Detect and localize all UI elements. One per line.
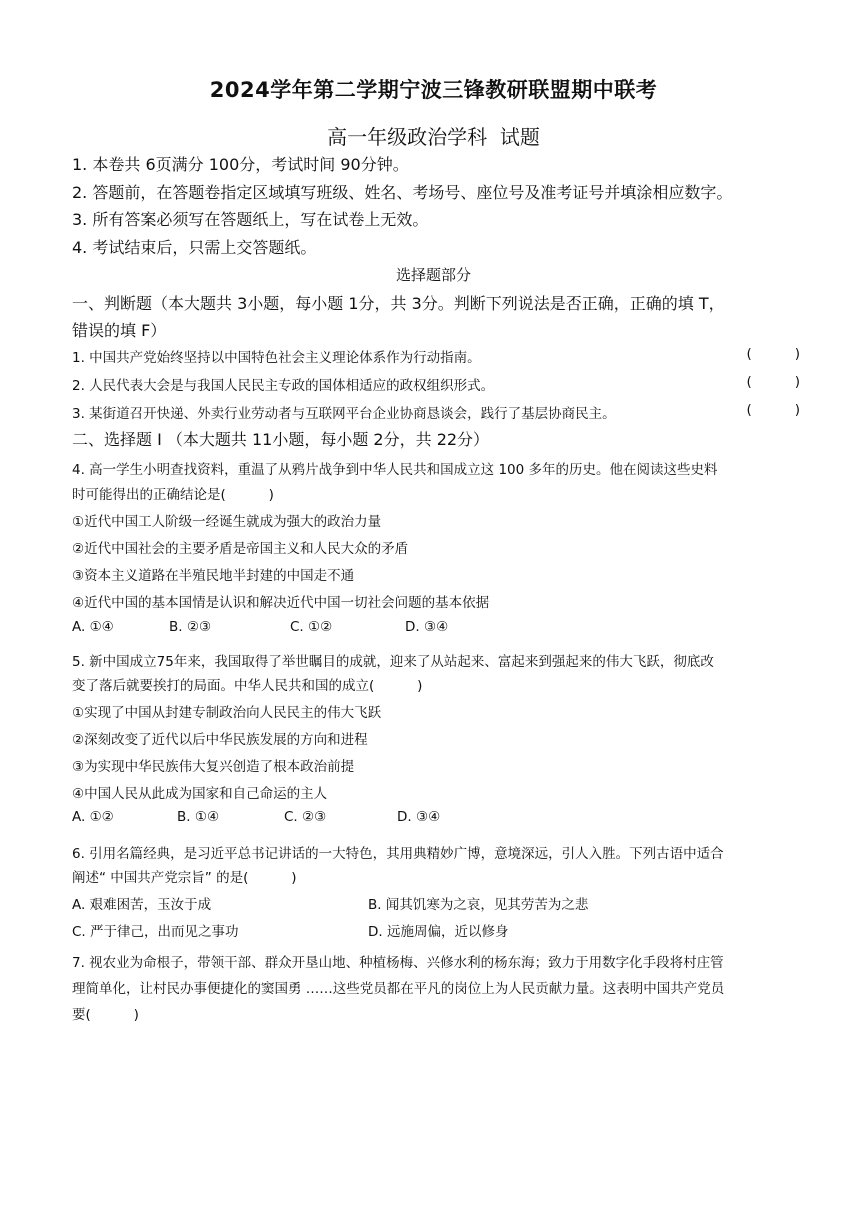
q6-answer-b: B. 闻其饥寒为之哀，见其劳苦为之悲 [368,897,589,913]
q5-stem-line1: 5. 新中国成立75年来，我国取得了举世瞩目的成就，迎来了从站起来、富起来到强起来的伟大飞跃，彻底改 [72,654,714,670]
instruction-3: 3. 所有答案必须写在答题纸上，写在试卷上无效。 [72,210,429,229]
answer-blank: ( ) [746,402,800,418]
tf-question-3 [72,402,800,422]
part1-heading-line2: 错误的填 F） [72,321,167,340]
tf-question-text: 1. 中国共产党始终坚持以中国特色社会主义理论体系作为行动指南。 [72,350,481,366]
tf-question-text: 3. 某街道召开快递、外卖行业劳动者与互联网平台企业协商恳谈会，践行了基层协商民主。 [72,406,616,422]
exam-title: 2024学年第二学期宁波三锋教研联盟期中联考 [209,78,658,102]
q4-option-2: ②近代中国社会的主要矛盾是帝国主义和人民大众的矛盾 [72,541,409,557]
q5-stem-line2: 变了落后就要挨打的局面。中华人民共和国的成立( ) [72,678,423,694]
exam-subtitle: 高一年级政治学科 试题 [327,125,540,149]
q4-option-1: ①近代中国工人阶级一经诞生就成为强大的政治力量 [72,514,382,530]
q5-option-1: ①实现了中国从封建专制政治向人民民主的伟大飞跃 [72,705,382,721]
instruction-2: 2. 答题前，在答题卷指定区域填写班级、姓名、考场号、座位号及准考证号并填涂相应数字。 [72,183,733,202]
instruction-1: 1. 本卷共 6页满分 100分，考试时间 90分钟。 [72,155,409,174]
q4-answer-c: C. ①② [290,619,333,635]
q4-answer-d: D. ③④ [405,619,449,635]
q6-stem-line1: 6. 引用名篇经典，是习近平总书记讲话的一大特色，其用典精妙广博，意境深远，引人入胜。下列古语中适合 [72,846,724,862]
q7-stem-line1: 7. 视农业为命根子，带领干部、群众开垦山地、种植杨梅、兴修水利的杨东海；致力于用数字化手段将村庄管 [72,955,724,971]
part2-heading: 二、选择题 I （本大题共 11小题，每小题 2分，共 22分） [72,430,490,449]
q5-answer-c: C. ②③ [284,809,327,825]
q5-option-4: ④中国人民从此成为国家和自己命运的主人 [72,786,328,802]
q4-option-4: ④近代中国的基本国情是认识和解决近代中国一切社会问题的基本依据 [72,595,490,611]
q7-stem-line2: 理简单化，让村民办事便捷化的窦国勇 ……这些党员都在平凡的岗位上为人民贡献力量。这表明中国共产党员 [72,981,725,997]
answer-blank: ( ) [746,346,800,362]
q6-answer-d: D. 远施周偏，近以修身 [368,924,509,940]
q5-answer-d: D. ③④ [397,809,441,825]
q4-answer-b: B. ②③ [169,619,212,635]
q6-answer-a: A. 艰难困苦，玉汝于成 [72,897,212,913]
q5-option-3: ③为实现中华民族伟大复兴创造了根本政治前提 [72,759,355,775]
q5-answer-a: A. ①② [72,809,114,825]
tf-question-1 [72,346,800,366]
q5-answer-b: B. ①④ [177,809,220,825]
q7-stem-line3: 要( ) [72,1007,139,1023]
answer-blank: ( ) [746,374,800,390]
q4-option-3: ③资本主义道路在半殖民地半封建的中国走不通 [72,568,355,584]
tf-question-2 [72,374,800,394]
part1-heading-line1: 一、判断题（本大题共 3小题，每小题 1分，共 3分。判断下列说法是否正确，正确的填 T， [72,294,725,313]
tf-question-text: 2. 人民代表大会是与我国人民民主专政的国体相适应的政权组织形式。 [72,378,495,394]
q6-answer-c: C. 严于律己，出而见之事功 [72,924,239,940]
q5-option-2: ②深刻改变了近代以后中华民族发展的方向和进程 [72,732,368,748]
q6-stem-line2: 阐述“ 中国共产党宗旨” 的是( ) [72,870,297,886]
instruction-4: 4. 考试结束后，只需上交答题纸。 [72,238,317,257]
section-title: 选择题部分 [395,266,471,284]
q4-stem-line2: 时可能得出的正确结论是( ) [72,487,274,503]
q4-answer-a: A. ①④ [72,619,114,635]
q4-stem-line1: 4. 高一学生小明查找资料，重温了从鸦片战争到中华人民共和国成立这 100 多年的历史。他在阅读这些史料 [72,462,718,478]
